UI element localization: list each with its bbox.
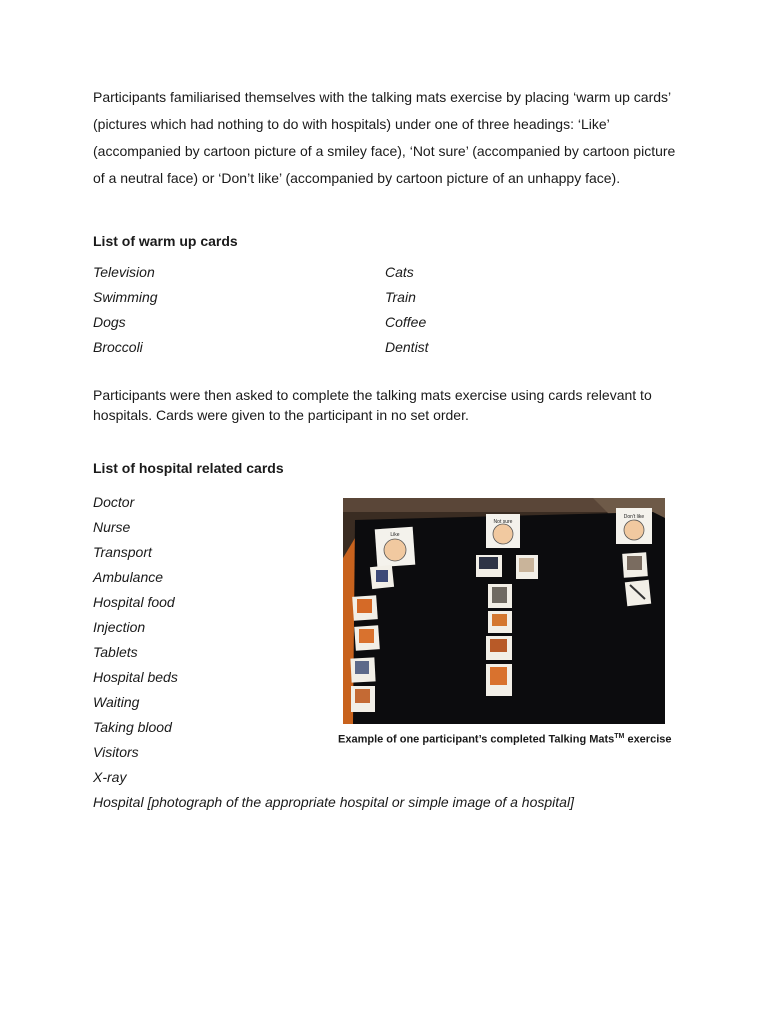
hospital-card: Hospital [photograph of the appropriate hospital or simple image of a hospital] [93, 794, 574, 810]
warm-up-card: Coffee [385, 314, 427, 330]
hospital-card: Injection [93, 619, 146, 635]
dont-like-header-label: Don't like [623, 514, 645, 520]
hospital-card: X-ray [93, 769, 127, 785]
warm-up-row [93, 264, 513, 289]
trademark-superscript: TM [614, 733, 625, 740]
procedure-paragraph: Participants were then asked to complete the talking mats exercise using cards relevant to hospitals. Cards were given to the participant in no set order. [93, 387, 652, 423]
hospital-card: Waiting [93, 694, 140, 710]
hospital-card: Visitors [93, 744, 139, 760]
hospital-card: Doctor [93, 494, 135, 510]
warm-up-card: Broccoli [93, 339, 143, 355]
like-header-label: Like [390, 532, 400, 538]
like-header-card [375, 527, 416, 568]
dont-like-header-card [616, 508, 652, 544]
warm-up-row [93, 339, 513, 364]
hospital-card: Tablets [93, 644, 138, 660]
warm-up-card-list [93, 264, 513, 364]
photo-caption [338, 733, 698, 746]
warm-up-heading: List of warm up cards [93, 233, 238, 249]
warm-up-row [93, 289, 513, 314]
warm-up-row [93, 314, 513, 339]
not-sure-header-card [486, 514, 520, 548]
warm-up-card: Television [93, 264, 155, 280]
warm-up-card: Dogs [93, 314, 126, 330]
not-sure-header-label: Not sure [493, 519, 513, 525]
hospital-card: Nurse [93, 519, 131, 535]
caption-tail: exercise [624, 733, 672, 746]
warm-up-card: Dentist [385, 339, 429, 355]
warm-up-card: Train [385, 289, 416, 305]
talking-mats-photo-illustration [343, 498, 665, 724]
caption-main: Example of one participant’s completed Talking Mats [338, 733, 615, 746]
hospital-card: Taking blood [93, 719, 172, 735]
hospital-card: Hospital beds [93, 669, 178, 685]
hospital-card: Transport [93, 544, 152, 560]
warm-up-card: Swimming [93, 289, 158, 305]
intro-paragraph: Participants familiarised themselves with the talking mats exercise by placing ‘warm up cards’ (pictures which had nothing to do with hospitals) under one of three headings: ‘Like’ (accompanied by cartoon picture of a smiley face), ‘Not sure’ (accompanied by cartoon picture of a neutral face) or ‘Don’t like’ (accompanied by cartoon picture of an unhappy face). [93, 89, 676, 186]
hospital-card: Ambulance [93, 569, 164, 585]
hospital-card: Hospital food [93, 594, 175, 610]
warm-up-card: Cats [385, 264, 414, 280]
talking-mats-photo [343, 498, 665, 724]
hospital-cards-heading: List of hospital related cards [93, 460, 284, 476]
